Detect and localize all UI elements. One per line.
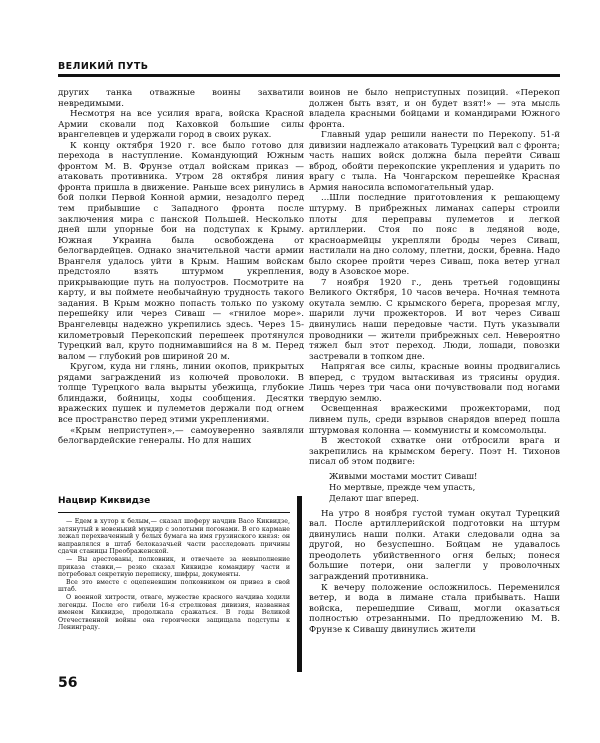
right-column-paragraph: На утро 8 ноября густой туман окутал Турецкий вал. После артиллерийской подготовки на штурм двинулись наши полки. Атаки следовали одна за другой, но безуспешно. Бойцам не удавалось преодолеть убийственного огня белых; понеся большие потери, они залегли у проволочных заграждений противника. xyxy=(309,508,560,582)
inset-paragraph: О военной хитрости, отваге, мужестве красного начдива ходили легенды. После его гибели 16-я стрелковая дивизия, названная именем Киквидзе, продолжала сражаться. В годы Великой Отечественной войны она героически защищала подступы к Ленинграду. xyxy=(58,593,290,632)
poem-line: Делают шаг вперед. xyxy=(329,492,419,503)
page-number: 56 xyxy=(58,675,78,691)
inset-side-bar xyxy=(297,496,302,672)
inset-paragraph: Все это вместе с оцепеневшим полковником он привез в свой штаб. xyxy=(58,578,290,594)
inset-rule xyxy=(58,512,290,513)
header-title: ВЕЛИКИЙ ПУТЬ xyxy=(58,61,149,72)
inset-paragraph: — Едем в хутор к белым,— сказал шоферу начдив Васо Киквидзе, затянутый в новенький мундир с золотыми погонами. В его кармане лежал перехваченный у белых бумага на имя грузинского князя: он направлялся в штаб белоказачьей части расследовать причины сдачи станицы Преображенской. xyxy=(58,518,290,556)
left-column-paragraph: других танка отважные воины захватили невредимыми. xyxy=(58,88,304,109)
poem-quote xyxy=(329,471,560,504)
right-column-paragraph: Напрягая все силы, красные воины продвигались вперед, с трудом вытаскивая из трясины орудия. Лишь через три часа они почувствовали под ногами твердую землю. xyxy=(309,362,560,404)
left-column-paragraph: К концу октября 1920 г. все было готово для перехода в наступление. Командующий Южным фронтом М. В. Фрунзе отдал войскам приказ — атаковать противника. Утром 28 октября линия фронта пришла в движение. Раньше всех ринулись в бой полки Первой Конной армии, незадолго перед тем прибывшие с Западного фронта после заключения мира с панской Польшей. Несколько дней шли упорные бои на подступах к Крыму. Южная Украина была освобождена от белогвардейцев. Однако значительной части армии Врангеля удалось уйти в Крым. Нашим войскам предстояло взять штурмом укрепления, прикрывающие путь на полуостров. Посмотрите на карту, и вы поймете необычайную трудность такого задания. В Крым можно попасть только по узкому перешейку или через Сиваш — «гнилое море». Врангелевцы надежно укрепились здесь. Через 15-километровый Перекопский перешеек протянулся Турецкий вал, круто поднимавшийся на 8 м. Перед валом — глубокий ров шириной 20 м. xyxy=(58,140,304,362)
right-column-paragraph: Главный удар решили нанести по Перекопу. 51-й дивизии надлежало атаковать Турецкий вал с фронта; часть наших войск должна была перейти Сиваш вброд, обойти перекопские укрепления и ударить по врагу с тыла. На Чонгарском перешейке Красная Армия наносила вспомогательный удар. xyxy=(309,130,560,193)
right-column-paragraph: ...Шли последние приготовления к решающему штурму. В прибрежных лиманах саперы строили плоты для переправы пулеметов и легкой артиллерии. Стоя по пояс в ледяной воде, красноармейцы укрепляли броды через Сиваш, настилали на дно солому, плетни, доски, бревна. Надо было скорее пройти через Сиваш, пока ветер угнал воду в Азовское море. xyxy=(309,193,560,278)
right-column xyxy=(309,88,560,635)
right-column-paragraph: К вечеру положение осложнилось. Переменился ветер, и вода в лимане стала прибывать. Наши войска, перешедшие Сиваш, могли оказаться полностью отрезанными. По предложению М. В. Фрунзе к Сивашу двинулись жители xyxy=(309,582,560,635)
left-column-paragraph: «Крым неприступен»,— самоуверенно заявляли белогвардейские генералы. Но для наших xyxy=(58,425,304,447)
inset-title: Нацвир Киквидзе xyxy=(58,496,151,506)
running-header xyxy=(58,57,560,79)
right-column-paragraph: воинов не было неприступных позиций. «Перекоп должен быть взят, и он будет взят!» — эта мысль владела красными бойцами и командирами Южного фронта. xyxy=(309,88,560,130)
inset-box xyxy=(58,496,304,672)
left-column xyxy=(58,88,304,447)
left-column-paragraph: Несмотря на все усилия врага, войска Красной Армии сковали под Каховкой большие силы врангелевцев и удержали город в своих руках. xyxy=(58,109,304,141)
right-column-paragraph: Освещенная вражескими прожекторами, под ливнем пуль, среди взрывов снарядов вперед пошла штурмовая колонна — коммунисты и комсомольцы. xyxy=(309,404,560,436)
inset-body xyxy=(58,518,290,632)
poem-line: Но мертвые, прежде чем упасть, xyxy=(329,481,476,492)
poem-line: Живыми мостами мостит Сиваш! xyxy=(329,470,478,481)
right-column-paragraph: В жестокой схватке они отбросили врага и закрепились на крымском берегу. Поэт Н. Тихонов писал об этом подвиге: xyxy=(309,436,560,468)
right-column-paragraph: 7 ноября 1920 г., день третьей годовщины Великого Октября, 10 часов вечера. Ночная темнота окутала землю. С крымского берега, прорезая мглу, шарили лучи прожекторов. И вот через Сиваш двинулись наши передовые части. Путь указывали проводники — жители прибрежных сел. Невероятно тяжел был этот переход. Люди, лошади, повозки застревали в топком дне. xyxy=(309,277,560,362)
left-column-paragraph: Кругом, куда ни глянь, линии окопов, прикрытых рядами заграждений из колючей проволоки. В толще Турецкого вала вырыты убежища, глубокие блиндажи, бойницы, ходы сообщения. Десятки вражеских пушек и пулеметов держали под огнем все пространство перед этими укреплениями. xyxy=(58,362,304,425)
header-rule xyxy=(58,74,560,77)
inset-paragraph: — Вы арестованы, полковник, и отвечаете за невыполнение приказа ставки,— резко сказал Киквидзе командиру части и потребовал секретную переписку, шифры, документы. xyxy=(58,555,290,579)
